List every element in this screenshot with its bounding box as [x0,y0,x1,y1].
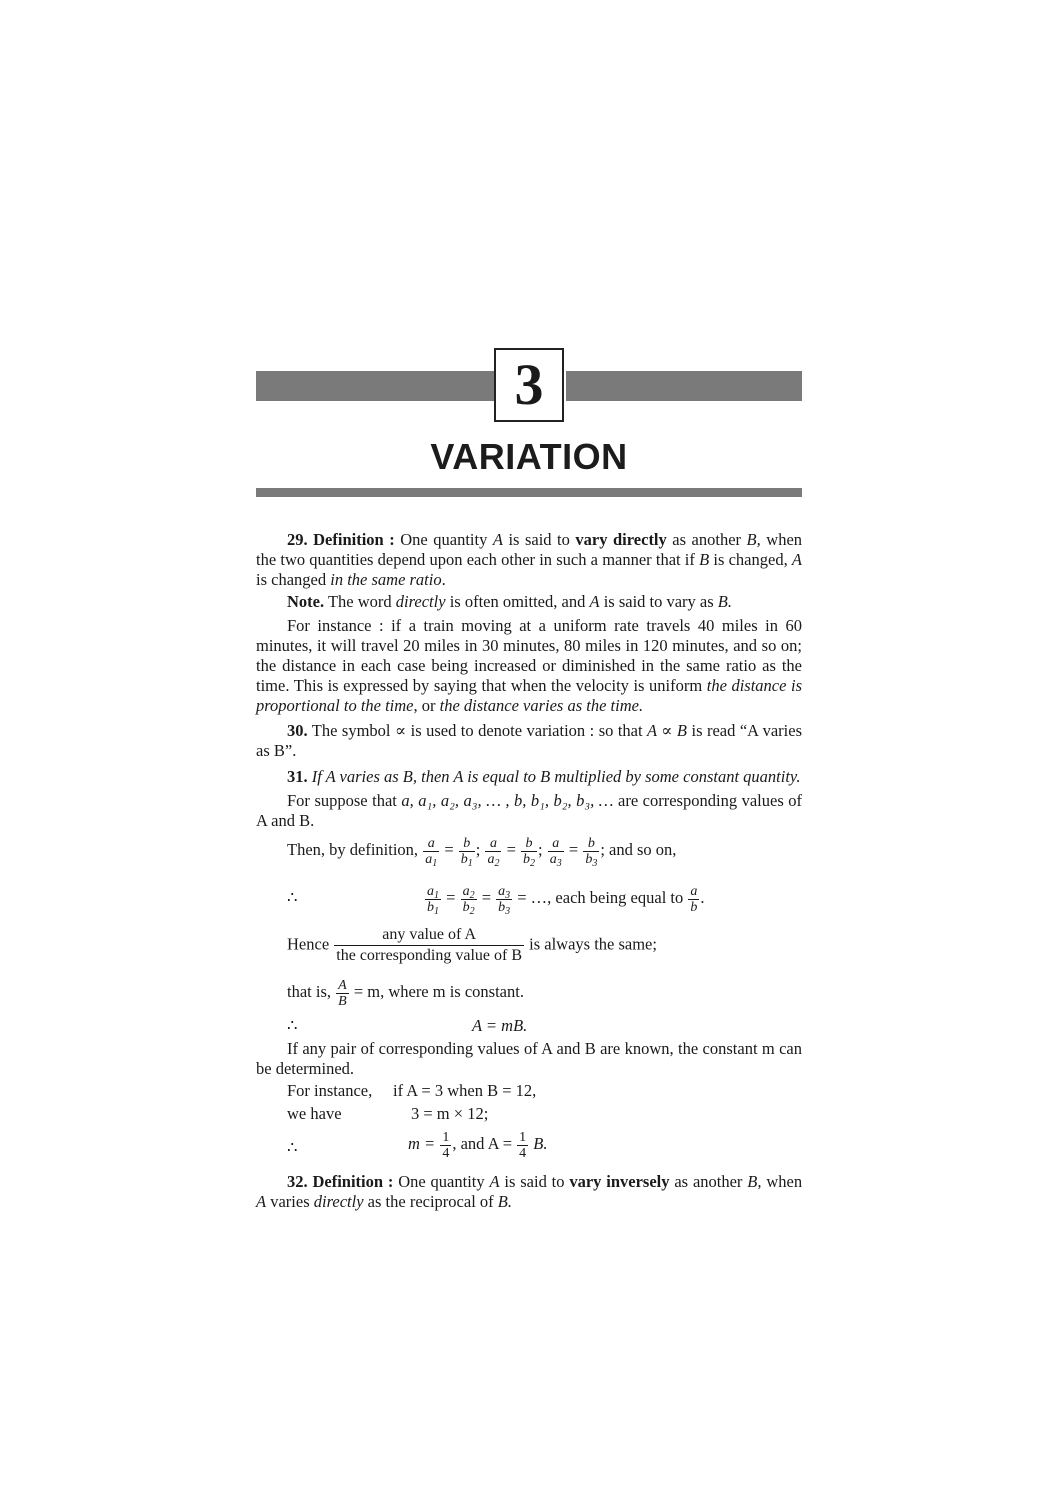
hence-line [287,925,657,966]
fraction: $\frac{a}{b}$ [690,883,698,915]
term: vary inversely [569,1172,670,1191]
fraction: $\frac{a_1}{b_1}$ [427,883,439,917]
text: values of A and B. [256,791,803,830]
example-equation: 3 = m × 12; [411,1104,489,1123]
text: is said to vary as [603,592,714,611]
text: For instance : if a train moving at a uniform rate travels 40 miles in 60 minutes, it will travel 20 miles in 30 minutes, 80 miles in 120 minutes, and so on; the distance in each case being increased or diminished in the same ratio as the time. This is expressed by saying that when the velocity is uniform [256,616,802,695]
section-number: 29. [287,530,308,549]
fraction: $\frac{b}{b_1}$ [460,835,473,869]
example-result [408,1126,548,1162]
denominator: the corresponding value of B [336,947,522,964]
text: . [441,570,446,589]
emphasis: the distance is proportional to the time [256,676,802,715]
section-heading: Definition : [313,530,395,549]
therefore-symbol: ∴ [287,1016,298,1035]
var: B. [497,1192,512,1211]
text: ; and so on, [600,840,677,859]
text: The word [327,592,392,611]
fraction: $\frac{a}{a_3}$ [549,835,562,869]
text: Hence [287,934,330,954]
var: A [256,1192,267,1211]
note-label: Note. [287,592,325,611]
fraction: $\frac{a_2}{b_2}$ [462,883,475,917]
emphasis: in the same ratio [330,570,442,589]
if-pair-paragraph: If any pair of corresponding values of A and B are known, the constant m can be determined. [256,1039,802,1078]
text: For suppose that [287,791,397,810]
var: B. [717,592,733,611]
equal-ratios: $\frac{a_1}{b_1}$ = $\frac{a_2}{b_2}$ = $\frac{a_3}{b_3}$ = …, each being equal to $\frac{a}{b}$ . [427,883,705,917]
section-31-heading [256,767,802,787]
emphasis: directly [313,1192,364,1211]
fraction: $\frac{b}{b_2}$ [523,835,536,869]
therefore-symbol: ∴ [287,888,298,907]
var: A [791,550,803,569]
equation-a-mb: A = mB. [472,1016,528,1035]
var: A [489,1172,500,1191]
text: changed, [728,550,788,569]
text: varies [270,1192,310,1211]
var: A [589,592,600,611]
emphasis: directly [395,592,446,611]
section-number: 30. [287,721,308,740]
fraction [334,925,524,966]
chapter-number: 3 [514,352,544,417]
text: is said to [504,1172,565,1191]
text: that is, [287,982,331,1001]
text: as another [674,1172,743,1191]
section-30 [256,721,802,761]
term: vary directly [575,530,667,549]
numerator: any value of A [334,925,524,946]
numerator: 1 [519,1129,527,1145]
text: when the two quantities depend upon each other in such a manner that if [256,530,803,569]
denominator: 4 [519,1145,527,1161]
text: is said to [508,530,570,549]
expression: A ∝ B [647,721,688,740]
text: = …, each being equal to [517,888,684,907]
text: as the reciprocal of [367,1192,494,1211]
expression: a, a₁, a₂, a₃, … , b, b₁, b₂, b₃, … [401,791,614,810]
text: as another [672,530,742,549]
text: is [713,550,725,569]
note-paragraph [256,592,802,612]
example-condition: if A = 3 when B = 12, [393,1081,537,1100]
text: is often omitted, and [449,592,586,611]
text: is changed [256,570,327,589]
fraction: $\frac{A}{B}$ [338,977,347,1009]
var: B, [747,1172,762,1191]
chapter-title: VARIATION [430,436,628,477]
header-rule [256,488,802,497]
section-number: 32. [287,1172,308,1191]
text: The symbol ∝ is used to denote variation : so that [311,721,643,740]
text: Then, by definition, [287,840,419,859]
theorem-statement: If A varies as B, then A is equal to B multiplied by some constant quantity. [311,767,801,786]
var: A [492,530,503,549]
fraction: $\frac{b}{b_3}$ [585,835,598,869]
text: are corresponding [618,791,738,810]
emphasis: the distance varies as the time. [439,696,644,715]
header-bar-right [566,371,802,401]
section-heading: Definition : [312,1172,394,1191]
section-29 [256,530,802,590]
instance-paragraph [256,616,802,716]
var: B, [746,530,761,549]
text: One quantity [400,530,488,549]
text: is read “A varies as B”. [256,721,803,760]
text: = m, where m is constant. [353,982,524,1001]
text: is always the same; [529,934,657,954]
fraction [440,1130,451,1161]
suppose-paragraph [256,791,802,831]
therefore-symbol: ∴ [287,1138,298,1157]
text: One quantity [398,1172,485,1191]
var: B [699,550,710,569]
expression: m = [408,1134,436,1153]
section-32 [256,1172,802,1212]
denominator: 4 [442,1145,450,1161]
definition-ratios: Then, by definition, $\frac{a}{a_1}$ = $\frac{b}{b_1}$ ; $\frac{a}{a_2}$ = $\frac{b}{b_2}$ ; $\frac{a}{a_3}$ = $\frac{b}{b_3}$ ; and so on, [287,835,677,869]
header-bar-left [256,371,496,401]
fraction: $\frac{a}{a_2}$ [487,835,500,869]
section-number: 31. [287,767,308,786]
numerator: 1 [442,1129,450,1145]
we-have-label: we have [287,1104,342,1123]
text: , or [413,696,436,715]
for-instance-label: For instance, [287,1081,373,1100]
text: when [766,1172,803,1191]
fraction [517,1130,528,1161]
fraction: $\frac{a}{a_1}$ [425,835,438,869]
chapter-number-box [494,348,564,422]
that-is-line [287,974,524,1010]
text: , and A = [452,1134,513,1153]
expression: B. [533,1134,548,1153]
fraction: $\frac{a_3}{b_3}$ [498,883,511,917]
